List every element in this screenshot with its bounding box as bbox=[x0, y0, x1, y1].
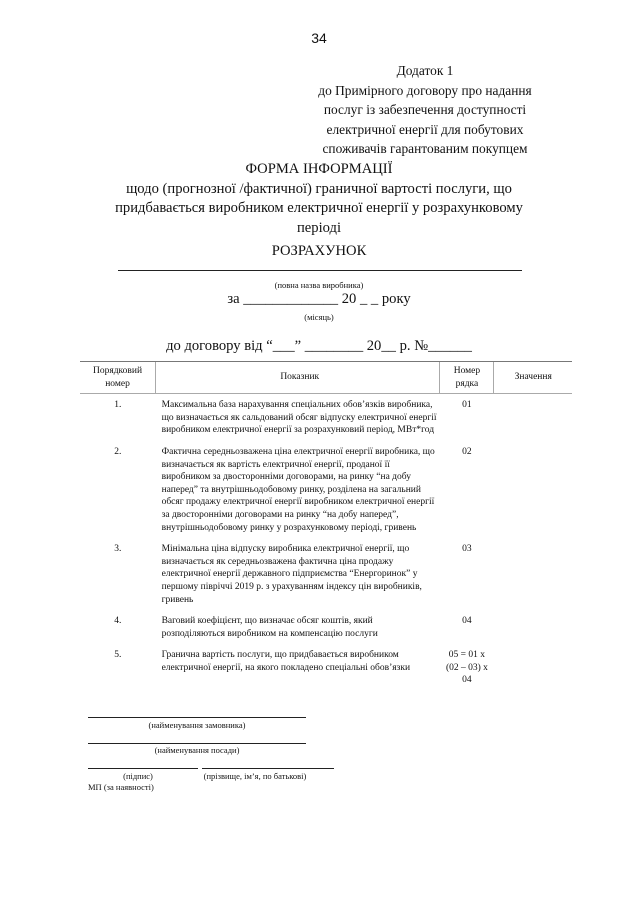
form-title: ФОРМА ІНФОРМАЦІЇ bbox=[245, 161, 393, 177]
signature-field[interactable] bbox=[88, 767, 198, 769]
cell-value[interactable] bbox=[494, 644, 572, 691]
cell-row-number: 04 bbox=[462, 616, 472, 627]
header-value: Значення bbox=[494, 362, 572, 394]
customer-name-field[interactable] bbox=[88, 716, 306, 718]
table-header-row bbox=[80, 362, 572, 394]
month-caption: (місяць) bbox=[304, 312, 334, 322]
full-name-field[interactable] bbox=[202, 767, 334, 769]
cell-row-number: 03 bbox=[462, 544, 472, 555]
producer-name-field[interactable] bbox=[118, 258, 522, 271]
cell-number: 2. bbox=[114, 446, 122, 457]
producer-caption: (повна назва виробника) bbox=[274, 280, 364, 290]
table-row bbox=[80, 441, 572, 538]
annex-line: до Примірного договору про надання bbox=[318, 82, 532, 98]
cell-value[interactable] bbox=[494, 538, 572, 610]
page-number: 34 bbox=[311, 30, 327, 46]
table-row bbox=[80, 610, 572, 644]
table-row bbox=[80, 538, 572, 610]
cell-indicator: Мінімальна ціна відпуску виробника електричної енергії, що визначається як середньозважена фактична ціна продажу електричної енергії державного підприємства “Енергоринок” у першому півріччі 2019 р. з урахуванням індексу цін виробників, гривень bbox=[161, 544, 422, 605]
cell-row-number: 05 = 01 x (02 – 03) x 04 bbox=[445, 650, 488, 686]
header-number: Порядковий номер bbox=[80, 362, 156, 394]
cell-number: 3. bbox=[114, 544, 122, 555]
signature-caption: (підпис) bbox=[123, 771, 153, 781]
header-indicator: Показник bbox=[156, 362, 440, 394]
contract-line: до договору від “___” ________ 20__ р. №______ bbox=[166, 338, 472, 354]
position-field[interactable] bbox=[88, 742, 306, 744]
cell-indicator: Гранична вартість послуги, що придбавається виробником електричної енергії, на якого покладено спеціальні обов’язки bbox=[161, 650, 411, 673]
cell-value[interactable] bbox=[494, 610, 572, 644]
stamp-note: МП (за наявності) bbox=[88, 782, 154, 792]
cell-row-number: 01 bbox=[462, 400, 472, 411]
form-subtitle-line: періоді bbox=[297, 220, 341, 237]
cell-number: 5. bbox=[114, 650, 122, 661]
cell-indicator: Максимальна база нарахування спеціальних обов’язків виробника, що визначається як сальдований обсяг відпуску електричної енергії виробником електричної енергії за розрахунковий період, МВт*год bbox=[161, 400, 437, 436]
full-name-caption: (прізвище, ім’я, по батькові) bbox=[203, 771, 307, 781]
calculation-heading: РОЗРАХУНОК bbox=[271, 243, 367, 259]
cell-value[interactable] bbox=[494, 394, 572, 441]
table-row bbox=[80, 644, 572, 691]
position-caption: (найменування посади) bbox=[154, 745, 240, 755]
cell-number: 4. bbox=[114, 616, 122, 627]
annex-line: послуг із забезпечення доступності bbox=[323, 102, 527, 117]
form-title-block bbox=[80, 160, 558, 239]
annex-line: електричної енергії для побутових bbox=[326, 121, 524, 137]
cell-value[interactable] bbox=[494, 441, 572, 538]
form-subtitle-line: щодо (прогнозної /фактичної) граничної вартості послуги, що bbox=[126, 180, 512, 197]
period-line: за _____________ 20 _ _ року bbox=[227, 291, 411, 307]
annex-heading bbox=[300, 61, 550, 159]
cell-number: 1. bbox=[114, 400, 122, 411]
customer-caption: (найменування замовника) bbox=[148, 720, 246, 730]
cell-indicator: Ваговий коефіцієнт, що визначає обсяг коштів, який розподіляються виробником на компенсацію послуги bbox=[161, 616, 378, 639]
cell-row-number: 02 bbox=[462, 446, 472, 457]
form-subtitle-line: придбавається виробником електричної енергії у розрахунковому bbox=[115, 200, 523, 217]
annex-line: споживачів гарантованим покупцем bbox=[322, 141, 528, 156]
calculation-table bbox=[80, 361, 572, 691]
cell-indicator: Фактична середньозважена ціна електричної енергії виробника, що визначається як вартість електричної енергії, проданої її виробником за двосторонніми договорами, на ринку “на добу наперед” та внутрішньодобовому ринку, розділена на загальний обсяг продажу електричної енергії виробником електричної енергії за двосторонніми договорами на ринку “на добу наперед”, внутрішньодобовому ринку у розрахунковому періоді, гривень bbox=[161, 446, 435, 533]
table-row bbox=[80, 394, 572, 441]
annex-line: Додаток 1 bbox=[396, 63, 454, 78]
header-row-number: Номер рядка bbox=[440, 362, 494, 394]
